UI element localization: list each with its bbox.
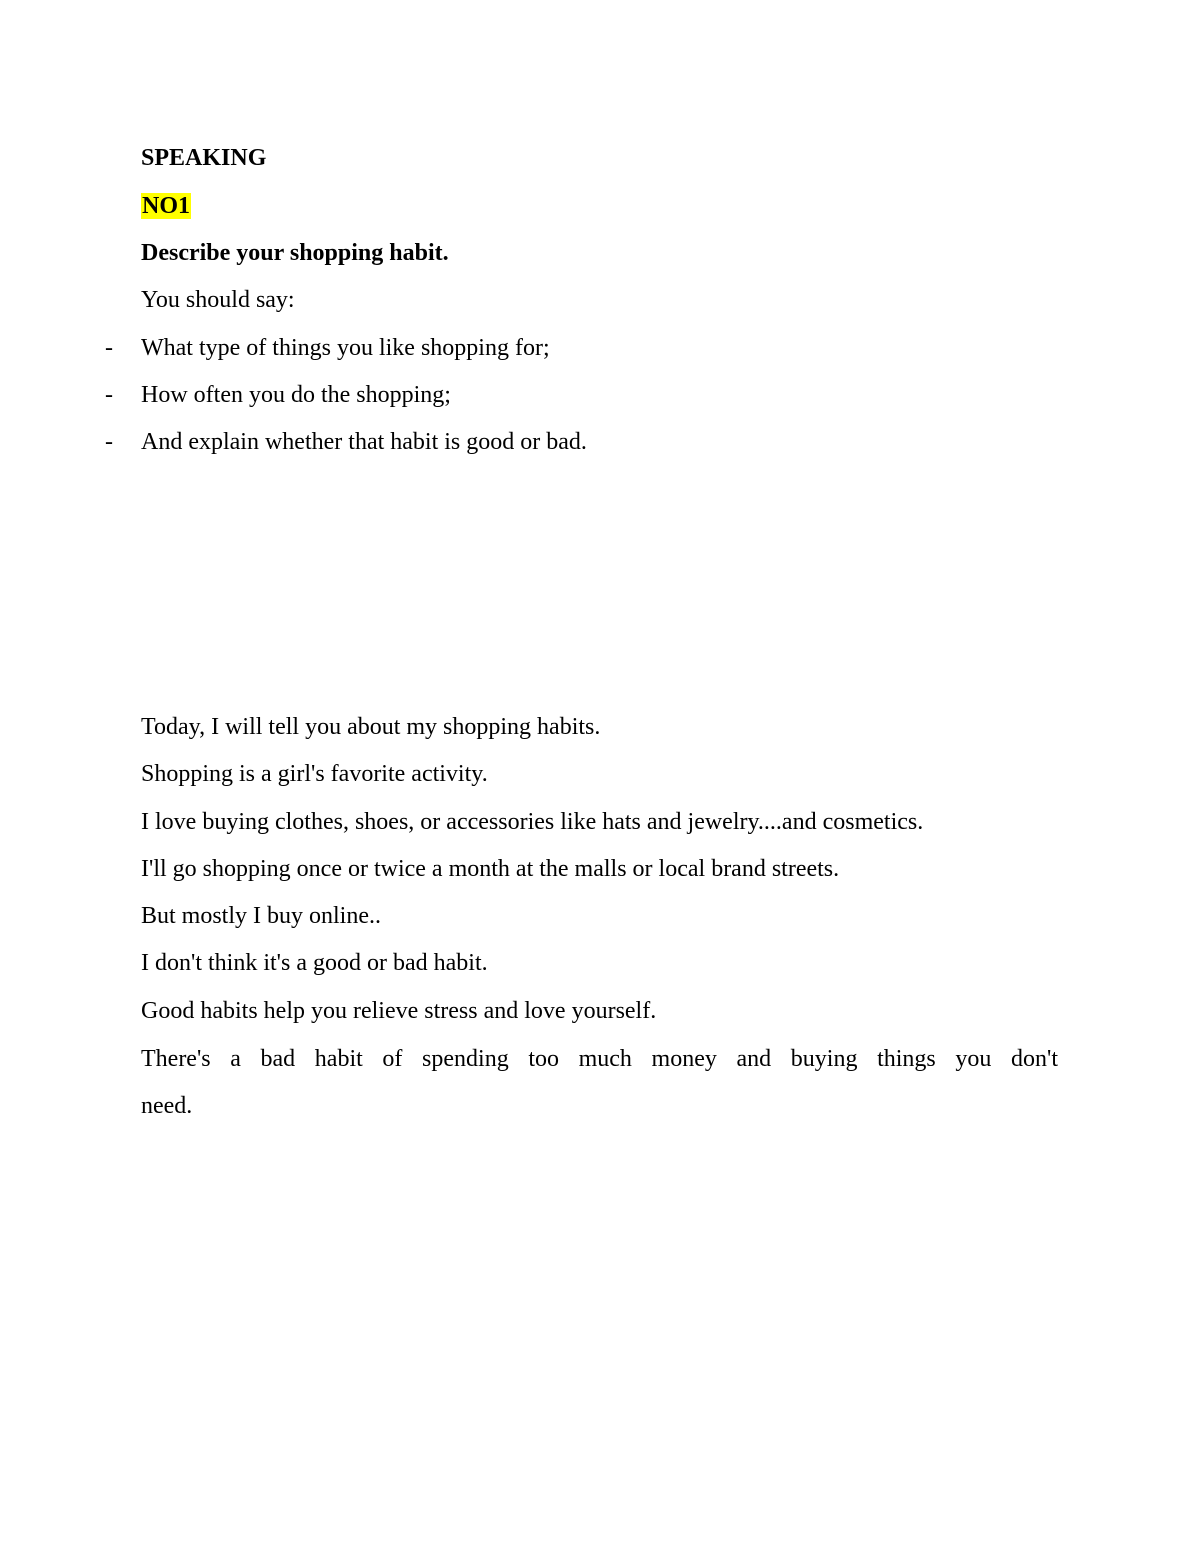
answer-line: Today, I will tell you about my shopping habits. — [141, 714, 601, 740]
number-label-highlight: NO1 — [142, 193, 190, 219]
prompt-bullet-3: And explain whether that habit is good or bad. — [141, 429, 587, 455]
bullet-marker: - — [105, 429, 113, 455]
answer-line: I don't think it's a good or bad habit. — [141, 950, 488, 976]
answer-line: But mostly I buy online.. — [141, 903, 381, 929]
prompt-title: Describe your shopping habit. — [141, 240, 449, 266]
bullet-marker: - — [105, 335, 113, 361]
prompt-intro: You should say: — [141, 287, 295, 313]
section-title: SPEAKING — [141, 145, 267, 171]
answer-final-line — [141, 1045, 1058, 1073]
answer-line: Good habits help you relieve stress and love yourself. — [141, 998, 657, 1024]
answer-line: I love buying clothes, shoes, or accessories like hats and jewelry....and cosmetics. — [141, 809, 924, 835]
answer-line: I'll go shopping once or twice a month at the malls or local brand streets. — [141, 856, 840, 882]
prompt-bullet-1: What type of things you like shopping for; — [141, 335, 550, 361]
answer-final-text: There's a bad habit of spending too much money and buying things you don't — [141, 1046, 1058, 1072]
number-label-line — [141, 192, 191, 220]
answer-line: Shopping is a girl's favorite activity. — [141, 761, 488, 787]
prompt-bullet-2: How often you do the shopping; — [141, 382, 451, 408]
answer-final-continuation: need. — [141, 1093, 193, 1119]
bullet-marker: - — [105, 382, 113, 408]
